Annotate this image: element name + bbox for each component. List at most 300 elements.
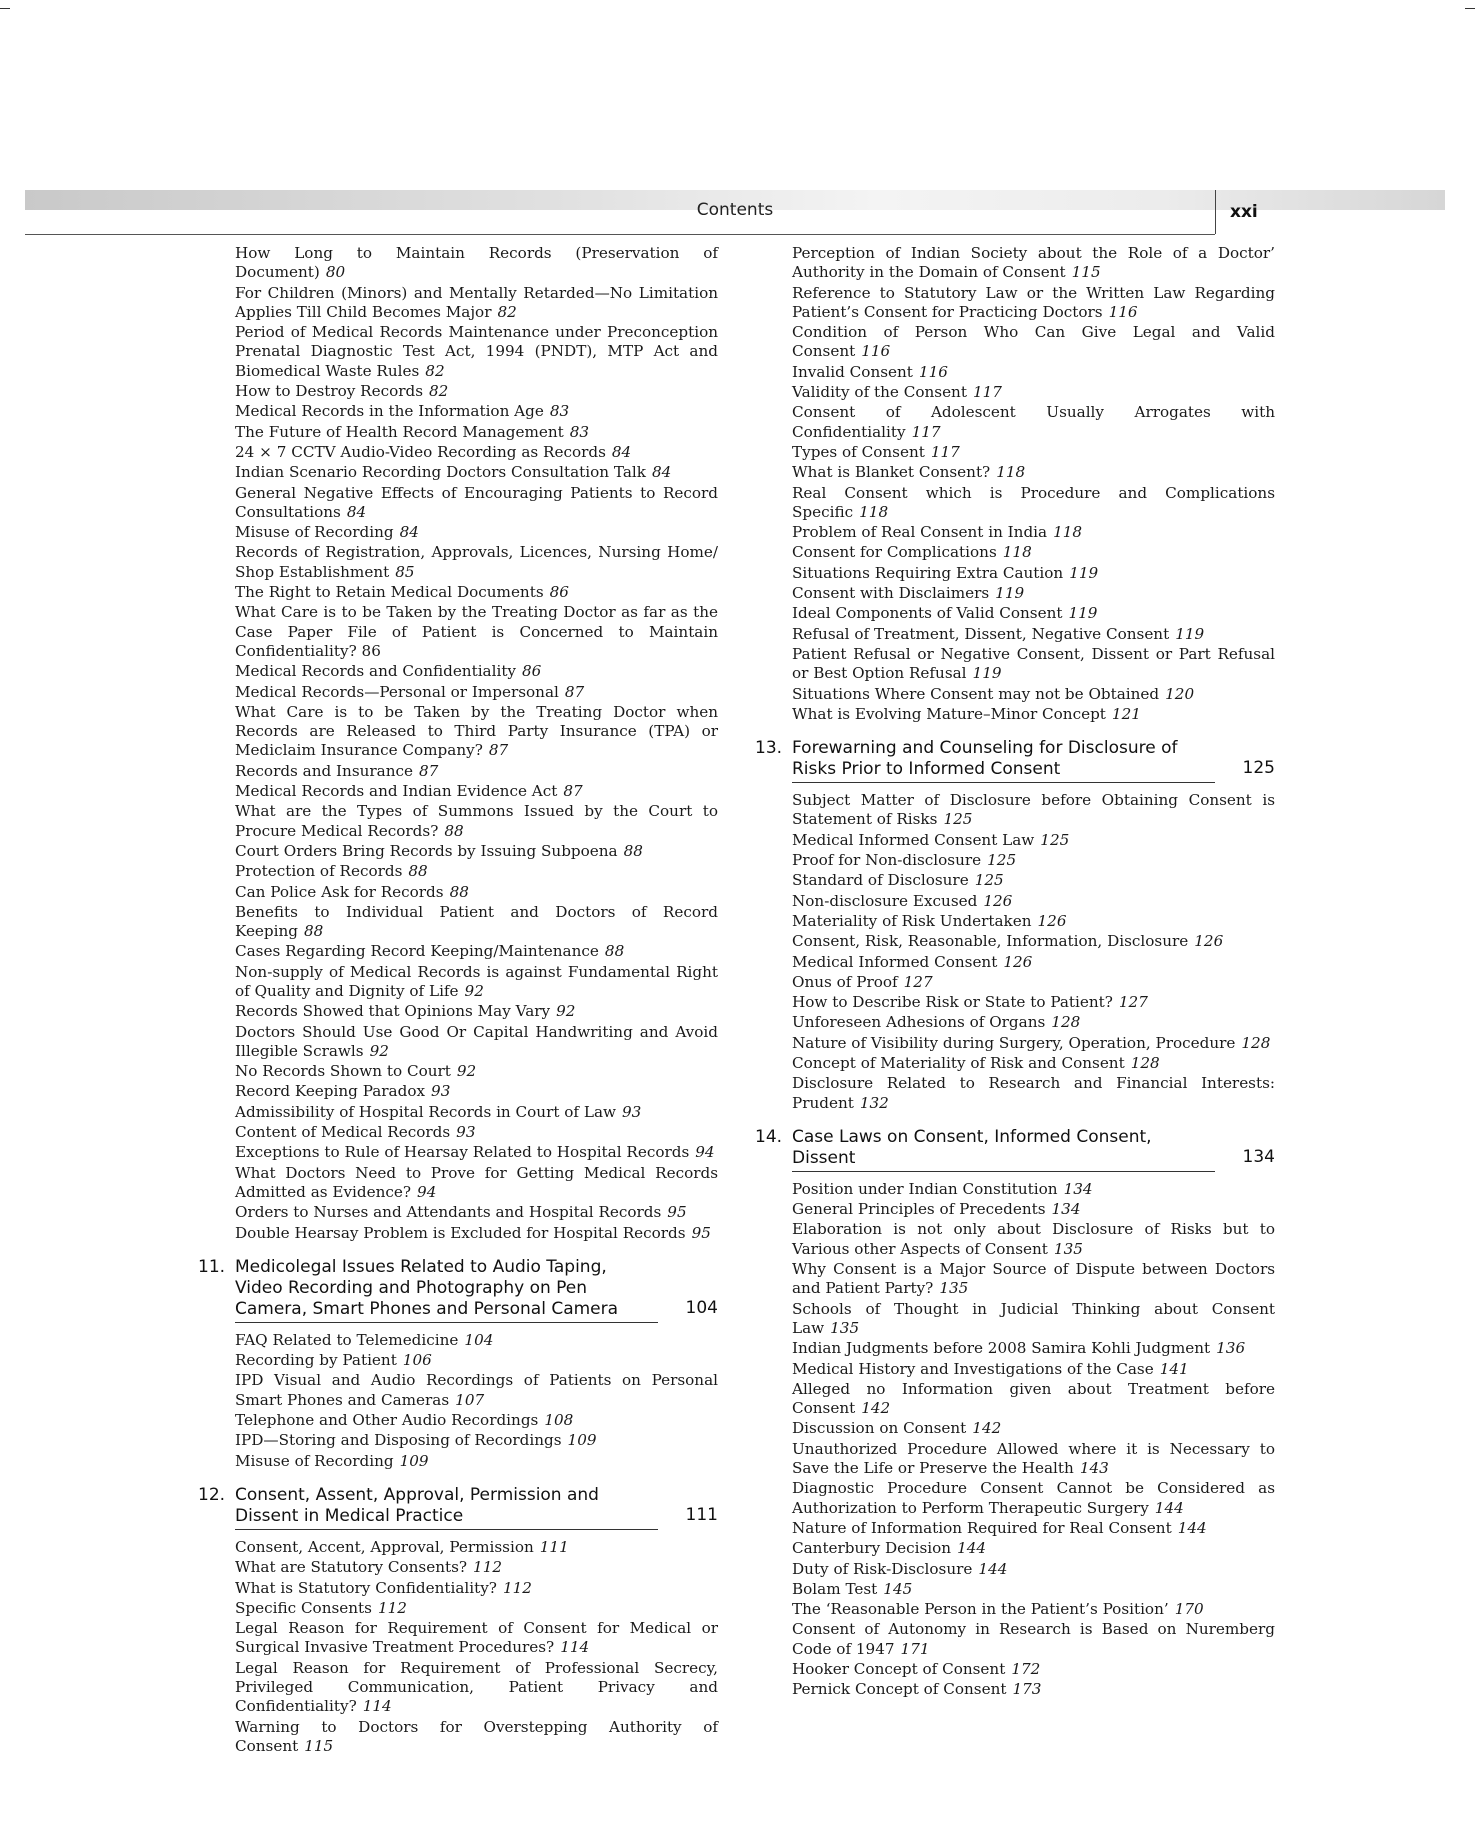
- entry-page: 128: [1241, 1033, 1271, 1052]
- toc-entry: [755, 1620, 1275, 1659]
- toc-entry: [755, 705, 1275, 724]
- entry-page: 119: [1068, 604, 1098, 623]
- toc-entry: [198, 1538, 718, 1557]
- toc-entry: [198, 484, 718, 523]
- entry-page: 84: [346, 502, 367, 521]
- entry-page: 119: [995, 584, 1025, 603]
- entry-page: 116: [918, 362, 948, 381]
- entry-page: 126: [983, 891, 1013, 910]
- toc-entry: [755, 645, 1275, 684]
- toc-entry: [755, 851, 1275, 870]
- entry-title: Unforeseen Adhesions of Organs: [792, 1013, 1046, 1032]
- entry-title: What are Statutory Consents?: [235, 1558, 468, 1577]
- toc-entry: [198, 402, 718, 421]
- entry-title: Consent, Risk, Reasonable, Information, Disclosure: [792, 932, 1189, 951]
- entry-page: 135: [1053, 1239, 1083, 1258]
- toc-entry: [755, 912, 1275, 931]
- entry-title: Medical Records and Confidentiality: [235, 662, 517, 681]
- toc-entry: [198, 963, 718, 1002]
- entry-title: Indian Judgments before 2008 Samira Kohli Judgment: [792, 1339, 1211, 1358]
- toc-entry: [755, 892, 1275, 911]
- entry-page: 144: [1177, 1518, 1207, 1537]
- entry-page: 92: [369, 1041, 389, 1060]
- entry-title: Telephone and Other Audio Recordings: [235, 1411, 539, 1430]
- chapter-number: 14.: [755, 1126, 783, 1147]
- toc-entry: [755, 1339, 1275, 1358]
- entry-title: Orders to Nurses and Attendants and Hospital Records: [235, 1203, 662, 1222]
- entry-page: 116: [1108, 302, 1138, 321]
- entry-title: Medical Informed Consent: [792, 952, 998, 971]
- entry-title: Records Showed that Opinions May Vary: [235, 1002, 551, 1021]
- entry-page: 82: [429, 382, 449, 401]
- toc-entry: [755, 932, 1275, 951]
- toc-entry: [755, 1180, 1275, 1199]
- toc-entry: [198, 244, 718, 283]
- entry-page: 143: [1079, 1459, 1109, 1478]
- chapter-heading: [198, 1257, 718, 1323]
- entry-title: Record Keeping Paradox: [235, 1082, 426, 1101]
- entry-page: 94: [695, 1143, 715, 1162]
- toc-entry: [755, 463, 1275, 482]
- toc-entry: [755, 1360, 1275, 1379]
- toc-entry: [755, 244, 1275, 283]
- entry-page: 112: [473, 1558, 503, 1577]
- toc-entry: [755, 323, 1275, 362]
- chapter-heading: [198, 1485, 718, 1530]
- chapter-title: Medicolegal Issues Related to Audio Taping, Video Recording and Photography on Pen Camera, Smart Phones and Personal Camera: [235, 1257, 658, 1323]
- entry-title: Records of Registration, Approvals, Licences, Nursing Home/ Shop Establishment: [235, 543, 718, 581]
- entry-page: 134: [1063, 1179, 1093, 1198]
- entry-title: Court Orders Bring Records by Issuing Subpoena: [235, 841, 618, 860]
- toc-entry: [198, 903, 718, 942]
- entry-title: Problem of Real Consent in India: [792, 523, 1048, 542]
- chapter-title: Case Laws on Consent, Informed Consent, Dissent: [792, 1127, 1215, 1172]
- toc-entry: [755, 1380, 1275, 1419]
- toc-entry: [198, 1431, 718, 1450]
- entry-title: The Right to Retain Medical Documents: [235, 583, 544, 602]
- toc-entry: [755, 584, 1275, 603]
- entry-page: 93: [456, 1123, 476, 1142]
- entry-title: For Children (Minors) and Mentally Retarded—No Limitation Applies Till Child Becomes Major: [235, 283, 718, 321]
- entry-page: 144: [978, 1559, 1008, 1578]
- entry-page: 84: [399, 523, 419, 542]
- toc-entry: [755, 1220, 1275, 1259]
- toc-entry: [198, 583, 718, 602]
- entry-title: Legal Reason for Requirement of Professional Secrecy, Privileged Communication, Patient Privacy and Confidentiality?: [235, 1658, 718, 1716]
- toc-entry: [198, 1224, 718, 1243]
- chapter-title: Consent, Assent, Approval, Permission and Dissent in Medical Practice: [235, 1485, 658, 1530]
- toc-entry: [198, 1082, 718, 1101]
- toc-entry: [198, 942, 718, 961]
- entry-page: 114: [560, 1638, 590, 1657]
- toc-entry: [755, 1519, 1275, 1538]
- toc-entry: [198, 782, 718, 801]
- entry-title: Exceptions to Rule of Hearsay Related to Hospital Records: [235, 1143, 690, 1162]
- entry-page: 117: [930, 442, 960, 461]
- toc-entry: [198, 1123, 718, 1142]
- entry-page: 88: [623, 841, 643, 860]
- entry-title: Misuse of Recording: [235, 523, 394, 542]
- entry-title: Proof for Non-disclosure: [792, 851, 982, 870]
- entry-page: 109: [399, 1451, 429, 1470]
- toc-entry: [755, 1539, 1275, 1558]
- entry-page: 118: [1002, 543, 1032, 562]
- entry-title: Types of Consent: [792, 442, 925, 461]
- entry-title: Consent with Disclaimers: [792, 584, 990, 603]
- toc-entry: [198, 1558, 718, 1577]
- entry-title: IPD Visual and Audio Recordings of Patients on Personal Smart Phones and Cameras: [235, 1371, 718, 1409]
- entry-page: 172: [1011, 1660, 1041, 1678]
- entry-title: Refusal of Treatment, Dissent, Negative Consent: [792, 624, 1170, 643]
- entry-title: The Future of Health Record Management: [235, 422, 564, 441]
- entry-page: 118: [859, 502, 889, 521]
- entry-title: Specific Consents: [235, 1598, 372, 1617]
- entry-page: 80: [325, 263, 346, 282]
- toc-entry: [755, 1260, 1275, 1299]
- entry-title: FAQ Related to Telemedicine: [235, 1330, 459, 1349]
- chapter-page: 111: [685, 1504, 718, 1525]
- toc-entry: [755, 604, 1275, 623]
- toc-entry: [198, 703, 718, 761]
- entry-page: 92: [464, 981, 484, 1000]
- toc-entry: [755, 1660, 1275, 1679]
- toc-entry: [755, 1300, 1275, 1339]
- entry-page: 88: [304, 922, 324, 941]
- chapter-number: 11.: [198, 1256, 226, 1277]
- toc-entry: [755, 1580, 1275, 1599]
- entry-page: 126: [1194, 932, 1224, 951]
- toc-entry: [198, 284, 718, 323]
- left-column: [198, 244, 718, 1757]
- toc-entry: [755, 625, 1275, 644]
- entry-title: How Long to Maintain Records (Preservation of Document): [235, 244, 718, 282]
- entry-page: 135: [939, 1279, 969, 1298]
- entry-title: How to Describe Risk or State to Patient?: [792, 993, 1113, 1012]
- chapter-number: 12.: [198, 1484, 226, 1505]
- entry-title: Ideal Components of Valid Consent: [792, 604, 1063, 623]
- entry-page: 83: [549, 402, 570, 421]
- entry-title: Duty of Risk-Disclosure: [792, 1559, 973, 1578]
- toc-entry: [198, 1351, 718, 1370]
- crop-mark-left: [0, 8, 10, 9]
- entry-title: Records and Insurance: [235, 761, 414, 780]
- toc-entry: [198, 862, 718, 881]
- entry-title: Bolam Test: [792, 1579, 878, 1598]
- entry-page: 119: [1069, 563, 1099, 582]
- entry-title: Onus of Proof: [792, 972, 898, 991]
- entry-page: 145: [883, 1579, 913, 1598]
- toc-entry: [198, 1103, 718, 1122]
- chapter-page: 104: [685, 1297, 718, 1318]
- right-column: [755, 244, 1275, 1701]
- entry-title: Concept of Materiality of Risk and Consent: [792, 1053, 1125, 1072]
- toc-entry: [198, 1203, 718, 1222]
- entry-title: What Care is to be Taken by the Treating Doctor when Records are Released to Third Party Insurance (TPA) or Mediclaim Insurance Company?: [235, 702, 718, 760]
- entry-title: Nature of Information Required for Real Consent: [792, 1518, 1172, 1537]
- chapter-heading: [755, 1127, 1275, 1172]
- entry-page: 87: [488, 741, 509, 760]
- entry-page: 134: [1051, 1200, 1081, 1219]
- entry-page: 125: [987, 851, 1017, 870]
- toc-entry: [755, 953, 1275, 972]
- toc-entry: [198, 1062, 718, 1081]
- toc-entry: [755, 1054, 1275, 1073]
- entry-title: Schools of Thought in Judicial Thinking about Consent Law: [792, 1299, 1275, 1337]
- entry-title: What are the Types of Summons Issued by the Court to Procure Medical Records?: [235, 802, 718, 840]
- entry-list: [755, 791, 1275, 1113]
- entry-title: Consent of Adolescent Usually Arrogates with Confidentiality: [792, 403, 1275, 441]
- entry-title: Hooker Concept of Consent: [792, 1660, 1006, 1678]
- entry-page: 93: [431, 1082, 451, 1101]
- entry-title: Materiality of Risk Undertaken: [792, 911, 1032, 930]
- toc-entry: [198, 1371, 718, 1410]
- entry-title: Indian Scenario Recording Doctors Consultation Talk: [235, 463, 646, 482]
- entry-title: Invalid Consent: [792, 362, 913, 381]
- entry-page: 109: [567, 1431, 597, 1450]
- entry-title: Benefits to Individual Patient and Doctors of Record Keeping: [235, 902, 718, 941]
- entry-title: Consent for Complications: [792, 543, 997, 562]
- toc-entry: [755, 1034, 1275, 1053]
- page-number: xxi: [1230, 202, 1258, 222]
- entry-title: Misuse of Recording: [235, 1451, 394, 1470]
- entry-title: Perception of Indian Society about the Role of a Doctor’ Authority in the Domain of Consent: [792, 244, 1275, 282]
- entry-title: Discussion on Consent: [792, 1419, 967, 1438]
- entry-title: Nature of Visibility during Surgery, Operation, Procedure: [792, 1033, 1236, 1052]
- entry-title: Situations Where Consent may not be Obtained: [792, 684, 1160, 703]
- toc-entry: [755, 1440, 1275, 1479]
- toc-entry: [198, 842, 718, 861]
- entry-page: 115: [304, 1736, 334, 1755]
- entry-page: 125: [974, 871, 1004, 890]
- entry-page: 120: [1165, 684, 1195, 703]
- toc-entry: [755, 993, 1275, 1012]
- entry-title: Medical Records—Personal or Impersonal: [235, 682, 559, 701]
- toc-entry: [198, 603, 718, 661]
- entry-page: 111: [539, 1537, 569, 1556]
- entry-page: 126: [1003, 952, 1033, 971]
- entry-title: Diagnostic Procedure Consent Cannot be Considered as Authorization to Perform Therapeutic Surgery: [792, 1479, 1275, 1517]
- toc-entry: [198, 543, 718, 582]
- entry-page: 144: [957, 1539, 987, 1558]
- entry-list: [755, 1180, 1275, 1700]
- entry-title: Content of Medical Records: [235, 1123, 451, 1142]
- crop-mark-right: [1465, 8, 1475, 9]
- entry-title: Subject Matter of Disclosure before Obtaining Consent is Statement of Risks: [792, 791, 1275, 829]
- toc-entry: [198, 1619, 718, 1658]
- toc-entry: [198, 883, 718, 902]
- entry-page: 108: [544, 1411, 574, 1430]
- toc-entry: [755, 1479, 1275, 1518]
- toc-entry: [755, 1074, 1275, 1113]
- toc-entry: [755, 284, 1275, 323]
- entry-title: Patient Refusal or Negative Consent, Dissent or Part Refusal or Best Option Refusal: [792, 644, 1275, 683]
- entry-page: 87: [563, 782, 583, 801]
- entry-title: Medical History and Investigations of the Case: [792, 1359, 1154, 1378]
- toc-entry: [198, 1002, 718, 1021]
- entry-title: Reference to Statutory Law or the Written Law Regarding Patient’s Consent for Practicing Doctors: [792, 283, 1275, 321]
- entry-page: 171: [900, 1639, 930, 1658]
- toc-entry: [198, 323, 718, 381]
- toc-entry: [198, 683, 718, 702]
- entry-title: Consent of Autonomy in Research is Based on Nuremberg Code of 1947: [792, 1620, 1275, 1658]
- entry-page: 88: [444, 821, 464, 840]
- toc-entry: [755, 1200, 1275, 1219]
- entry-page: 117: [911, 422, 941, 441]
- entry-page: 135: [830, 1318, 860, 1337]
- entry-title: Doctors Should Use Good Or Capital Handwriting and Avoid Illegible Scrawls: [235, 1022, 718, 1060]
- entry-page: 142: [861, 1399, 891, 1418]
- entry-page: 114: [362, 1697, 392, 1716]
- entry-title: Legal Reason for Requirement of Consent for Medical or Surgical Invasive Treatment Procedures?: [235, 1619, 718, 1657]
- toc-entry: [755, 443, 1275, 462]
- toc-entry: [755, 1419, 1275, 1438]
- entry-page: 95: [691, 1223, 711, 1242]
- entry-page: 112: [377, 1598, 407, 1617]
- entry-page: 85: [395, 562, 415, 581]
- entry-page: 82: [497, 302, 517, 321]
- chapter-heading: [755, 738, 1275, 783]
- entry-title: Can Police Ask for Records: [235, 882, 444, 901]
- entry-title: Real Consent which is Procedure and Complications Specific: [792, 483, 1275, 521]
- toc-entry: [755, 363, 1275, 382]
- toc-entry: [755, 1560, 1275, 1579]
- running-title: Contents: [696, 200, 774, 220]
- entry-page: 92: [456, 1062, 477, 1081]
- entry-page: 144: [1154, 1498, 1184, 1517]
- entry-title: Pernick Concept of Consent: [792, 1680, 1007, 1699]
- toc-entry: [755, 791, 1275, 830]
- chapter-page: 125: [1242, 758, 1275, 779]
- toc-entry: [755, 685, 1275, 704]
- header-rule: [25, 234, 1215, 235]
- entry-title: Medical Records in the Information Age: [235, 402, 544, 421]
- entry-title: Period of Medical Records Maintenance under Preconception Prenatal Diagnostic Test Act, 1994 (PNDT), MTP Act and Biomedical Waste Rules: [235, 323, 718, 380]
- entry-page: 88: [604, 942, 625, 961]
- toc-entry: [755, 831, 1275, 850]
- entry-title: Double Hearsay Problem is Excluded for Hospital Records: [235, 1223, 686, 1242]
- entry-page: 84: [651, 463, 672, 482]
- toc-entry: [198, 463, 718, 482]
- toc-entry: [755, 1600, 1275, 1619]
- entry-page: 106: [402, 1351, 432, 1370]
- entry-page: 88: [408, 862, 428, 881]
- entry-page: 95: [667, 1203, 687, 1222]
- entry-page: 128: [1051, 1013, 1081, 1032]
- header-divider: [1215, 190, 1216, 234]
- entry-title: What is Blanket Consent?: [792, 463, 991, 482]
- entry-page: 118: [1053, 523, 1083, 542]
- toc-entry: [198, 762, 718, 781]
- entry-list: [755, 244, 1275, 724]
- entry-page: 118: [996, 463, 1026, 482]
- entry-page: 84: [611, 442, 632, 461]
- entry-page: 115: [1071, 263, 1101, 282]
- entry-title: What Doctors Need to Prove for Getting Medical Records Admitted as Evidence?: [235, 1163, 718, 1201]
- entry-title: Condition of Person Who Can Give Legal and Valid Consent: [792, 323, 1275, 361]
- entry-list: [198, 1538, 718, 1756]
- entry-page: 88: [449, 882, 469, 901]
- entry-title: Admissibility of Hospital Records in Court of Law: [235, 1102, 617, 1121]
- toc-entry: [198, 662, 718, 681]
- chapter-page: 134: [1242, 1146, 1275, 1167]
- toc-entry: [755, 523, 1275, 542]
- toc-entry: [198, 443, 718, 462]
- entry-page: 119: [1175, 624, 1205, 643]
- entry-title: 24 × 7 CCTV Audio-Video Recording as Records: [235, 442, 606, 461]
- entry-page: 132: [859, 1093, 889, 1112]
- entry-page: 128: [1130, 1053, 1160, 1072]
- entry-page: 92: [556, 1002, 576, 1021]
- entry-title: The ‘Reasonable Person in the Patient’s Position’: [792, 1600, 1169, 1619]
- entry-title: Non-disclosure Excused: [792, 891, 978, 910]
- toc-entry: [198, 1164, 718, 1203]
- entry-page: 121: [1111, 704, 1141, 723]
- entry-page: 86: [522, 662, 542, 681]
- chapter-title: Forewarning and Counseling for Disclosure of Risks Prior to Informed Consent: [792, 738, 1215, 783]
- entry-page: 86: [549, 583, 569, 602]
- toc-entry: [755, 1680, 1275, 1699]
- entry-page: 116: [861, 342, 891, 361]
- entry-page: 83: [569, 422, 590, 441]
- entry-list: [198, 1331, 718, 1471]
- entry-page: 112: [502, 1578, 532, 1597]
- entry-title: Canterbury Decision: [792, 1539, 952, 1558]
- entry-page: 117: [972, 383, 1002, 402]
- entry-page: 94: [417, 1182, 437, 1201]
- chapter-number: 13.: [755, 738, 783, 759]
- entry-page: 170: [1174, 1600, 1204, 1619]
- entry-page: 142: [972, 1419, 1002, 1438]
- entry-title: Unauthorized Procedure Allowed where it is Necessary to Save the Life or Preserve the Health: [792, 1439, 1275, 1478]
- entry-title: IPD—Storing and Disposing of Recordings: [235, 1431, 562, 1450]
- toc-entry: [755, 973, 1275, 992]
- entry-title: Position under Indian Constitution: [792, 1179, 1058, 1198]
- entry-title: Recording by Patient: [235, 1351, 397, 1370]
- entry-page: 125: [943, 810, 973, 829]
- entry-page: 173: [1012, 1680, 1042, 1699]
- entry-title: Alleged no Information given about Treatment before Consent: [792, 1379, 1275, 1418]
- entry-page: 87: [564, 682, 585, 701]
- entry-title: Why Consent is a Major Source of Dispute between Doctors and Patient Party?: [792, 1260, 1275, 1298]
- entry-page: 104: [464, 1330, 494, 1349]
- entry-title: Cases Regarding Record Keeping/Maintenance: [235, 942, 599, 961]
- toc-entry: [198, 382, 718, 401]
- toc-entry: [755, 543, 1275, 562]
- entry-title: General Principles of Precedents: [792, 1200, 1046, 1219]
- entry-title: Disclosure Related to Research and Financial Interests: Prudent: [792, 1074, 1275, 1112]
- entry-page: 136: [1216, 1339, 1246, 1358]
- entry-title: No Records Shown to Court: [235, 1062, 451, 1081]
- entry-title: What is Statutory Confidentiality?: [235, 1578, 497, 1597]
- entry-title: Validity of the Consent: [792, 383, 967, 402]
- entry-title: Warning to Doctors for Overstepping Authority of Consent: [235, 1717, 718, 1755]
- toc-entry: [198, 1411, 718, 1430]
- entry-page: 93: [622, 1102, 642, 1121]
- toc-entry: [755, 871, 1275, 890]
- entry-page: 126: [1037, 911, 1067, 930]
- entry-list: [198, 244, 718, 1243]
- entry-title: Non-supply of Medical Records is against Fundamental Right of Quality and Dignity of Life: [235, 962, 718, 1000]
- entry-title: Standard of Disclosure: [792, 871, 969, 890]
- entry-page: 127: [1118, 993, 1148, 1012]
- toc-entry: [755, 403, 1275, 442]
- entry-page: 141: [1159, 1359, 1189, 1378]
- toc-entry: [755, 383, 1275, 402]
- toc-entry: [198, 1659, 718, 1717]
- toc-entry: [755, 484, 1275, 523]
- toc-entry: [198, 1023, 718, 1062]
- toc-entry: [198, 1143, 718, 1162]
